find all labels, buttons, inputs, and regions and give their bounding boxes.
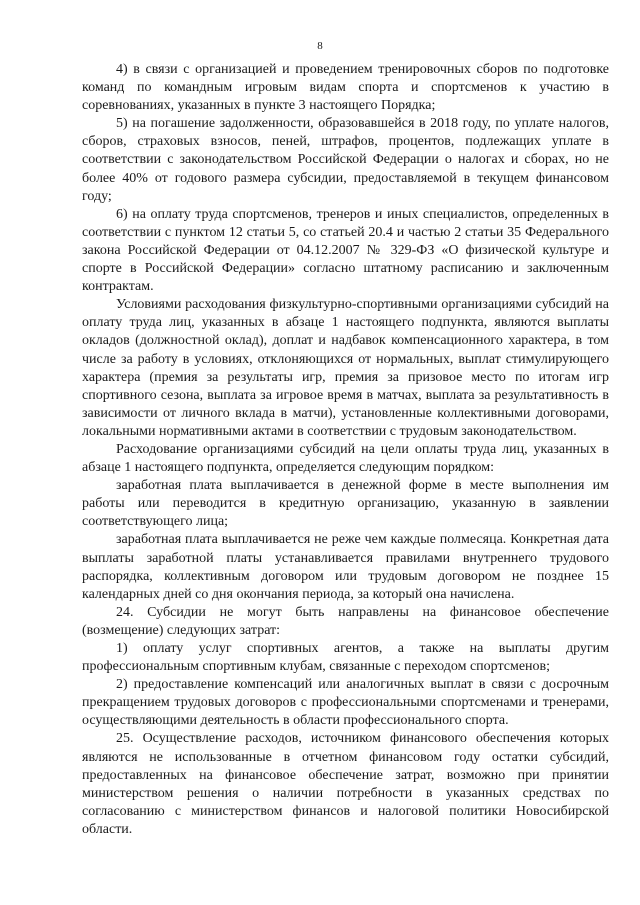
- paragraph-salary-frequency: заработная плата выплачивается не реже чем каждые полмесяца. Конкретная дата выплаты заработной платы устанавливается правилами внутреннего трудового распорядка, коллективным договором или трудовым договором не позднее 15 календарных дней со дня окончания периода, за который она начислена.: [82, 532, 609, 602]
- page-number: 8: [317, 40, 323, 52]
- paragraph-spending-order: Расходование организациями субсидий на цели оплаты труда лиц, указанных в абзаце 1 настоящего подпункта, определяется следующим порядком:: [82, 441, 609, 476]
- paragraph-item-6: 6) на оплату труда спортсменов, тренеров и иных специалистов, определенных в соответствии с пунктом 12 статьи 5, со статьей 20.4 и частью 2 статьи 35 Федерального закона Российской Федерации от 04.12.2007 № 329-ФЗ «О физической культуре и спорте в Российской Федерации» согласно штатному расписанию и заключенным контрактам.: [82, 206, 609, 295]
- paragraph-clause-25: 25. Осуществление расходов, источником финансового обеспечения которых являются не использованные в отчетном финансовом году остатки субсидий, предоставленных на финансовое обеспечение затрат, возможно при принятии министерством решения о наличии потребности в указанных средствах по согласованию с министерством финансов и налоговой политики Новосибирской области.: [82, 731, 609, 837]
- paragraph-clause-24: 24. Субсидии не могут быть направлены на финансовое обеспечение (возмещение) следующих затрат:: [82, 604, 609, 638]
- paragraph-clause-24-item-2: 2) предоставление компенсаций или аналогичных выплат в связи с досрочным прекращением трудовых договоров с профессиональными спортсменами и тренерами, осуществляющими деятельность в области профессионального спорта.: [82, 677, 609, 729]
- paragraph-clause-24-item-1: 1) оплату услуг спортивных агентов, а также на выплаты другим профессиональным спортивным клубам, связанные с переходом спортсменов;: [82, 641, 609, 675]
- paragraph-conditions: Условиями расходования физкультурно-спортивными организациями субсидий на оплату труда лиц, указанных в абзаце 1 настоящего подпункта, являются выплаты окладов (должностной оклад), доплат и надбавок компенсационного характера, в том числе за работу в условиях, отклоняющихся от нормальных, выплат стимулирующего характера (премия за результаты игр, премия за призовое место по итогам игр спортивного сезона, выплата за игровое время в матчах, выплата за результативность в зависимости от личного вклада в матчи), установленные коллективными договорами, локальными нормативными актами в соответствии с трудовым законодательством.: [82, 297, 609, 439]
- paragraph-item-5: 5) на погашение задолженности, образовавшейся в 2018 году, по уплате налогов, сборов, страховых взносов, пеней, штрафов, процентов, подлежащих уплате в соответствии с законодательством Российской Федерации о налогах и сборах, но не более 40% от годового размера субсидии, предоставляемой в текущем финансовом году;: [82, 116, 609, 204]
- paragraph-salary-payment: заработная плата выплачивается в денежной форме в месте выполнения им работы или переводится в кредитную организацию, указанную в заявлении соответствующего лица;: [82, 478, 609, 530]
- paragraph-item-4: 4) в связи с организацией и проведением тренировочных сборов по подготовке команд по командным игровым видам спорта и спортсменов к участию в соревнованиях, указанных в пункте 3 настоящего Порядка;: [82, 62, 609, 114]
- document-body: [82, 61, 609, 839]
